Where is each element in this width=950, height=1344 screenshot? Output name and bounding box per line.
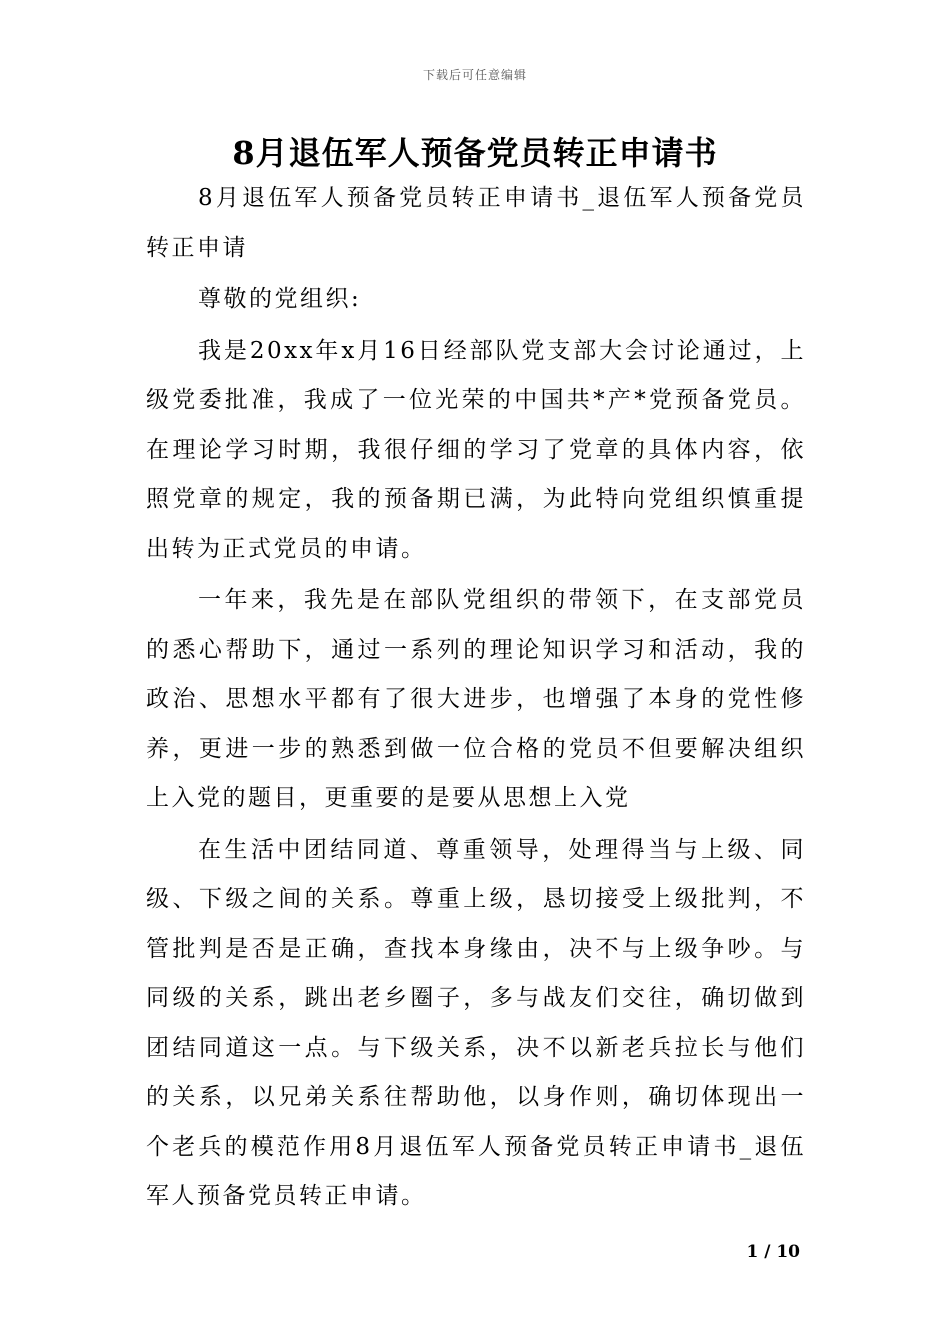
paragraph-subtitle: 8月退伍军人预备党员转正申请书_退伍军人预备党员转正申请	[146, 185, 806, 261]
page-number: 1 / 10	[746, 1242, 800, 1262]
paragraph-salutation: 尊敬的党组织:	[198, 286, 362, 312]
paragraph-relations: 在生活中团结同道、尊重领导，处理得当与上级、同级、下级之间的关系。尊重上级，恳切接受上级批判，不管批判是否是正确，查找本身缘由，决不与上级争吵。与同级的关系，跳出老乡圈子，多与战友们交往，确切做到团结同道这一点。与下级关系，决不以新老兵拉长与他们的关系，以兄弟关系往帮助他，以身作则，确切体现出一个老兵的模范作用8月退伍军人预备党员转正申请书_退伍军人预备党员转正申请。	[146, 836, 806, 1209]
paragraph-progress: 一年来，我先是在部队党组织的带领下，在支部党员的悉心帮助下，通过一系列的理论知识学习和活动，我的政治、思想水平都有了很大进步，也增强了本身的党性修养，更进一步的熟悉到做一位合格的党员不但要解决组织上入党的题目，更重要的是要从思想上入党	[146, 587, 806, 811]
header-note: 下载后可任意编辑	[422, 68, 527, 82]
document-title: 8月退伍军人预备党员转正申请书	[232, 134, 718, 172]
document-body	[146, 174, 806, 1224]
paragraph-intro: 我是20xx年x月16日经部队党支部大会讨论通过，上级党委批准，我成了一位光荣的中国共*产*党预备党员。在理论学习时期，我很仔细的学习了党章的具体内容，依照党章的规定，我的预备期已满，为此特向党组织慎重提出转为正式党员的申请。	[146, 337, 806, 562]
